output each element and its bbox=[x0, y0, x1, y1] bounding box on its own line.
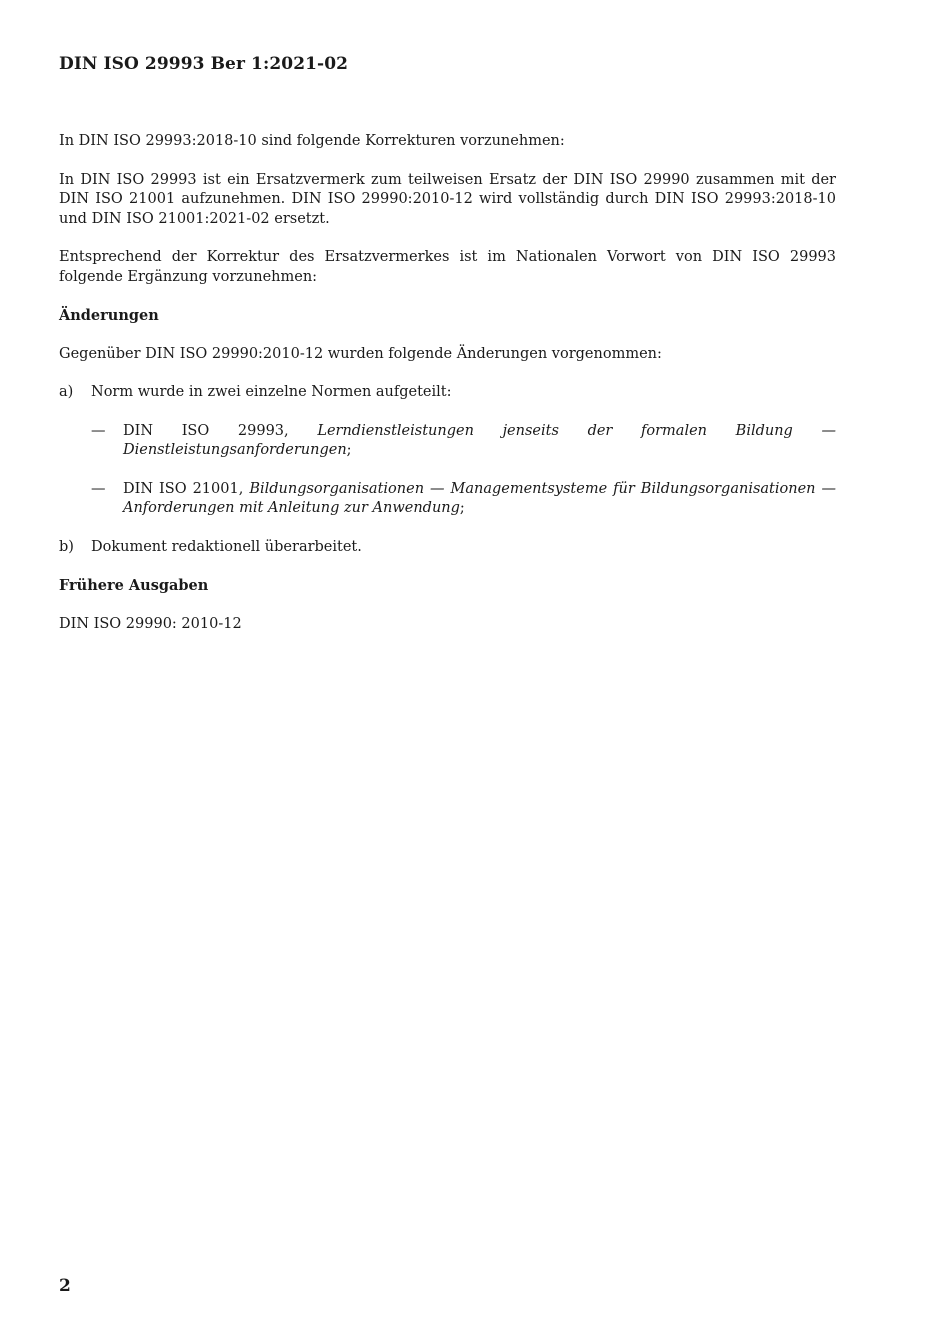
changes-heading: Änderungen bbox=[59, 307, 159, 324]
list-item-text: Dokument redaktionell überarbeitet. bbox=[91, 538, 362, 555]
item-suffix: ; bbox=[459, 500, 465, 516]
changes-intro-paragraph: Gegenüber DIN ISO 29990:2010-12 wurden folgende Änderungen vorgenommen: bbox=[59, 345, 662, 362]
intro-paragraph: In DIN ISO 29993:2018-10 sind folgende Korrekturen vorzunehmen: bbox=[59, 133, 565, 149]
list-item bbox=[59, 538, 836, 558]
page-number: 2 bbox=[59, 1276, 71, 1296]
list-marker: a) bbox=[59, 384, 74, 400]
previous-editions-text: DIN ISO 29990: 2010-12 bbox=[59, 615, 242, 632]
standard-title: Lerndienstleistungen jenseits der formalen Bildung — Dienstleistungsanforderungen bbox=[123, 422, 836, 458]
sublist-item-text bbox=[123, 422, 836, 461]
document-body bbox=[59, 132, 836, 653]
standard-reference: DIN ISO 29993, bbox=[123, 422, 318, 439]
foreword-note-paragraph: Entsprechend der Korrektur des Ersatzvermerkes ist im Nationalen Vorwort von DIN ISO 29993 folgende Ergänzung vorzunehmen: bbox=[59, 249, 836, 285]
list-marker: b) bbox=[59, 538, 74, 555]
sublist-item-text bbox=[123, 480, 836, 519]
list-item bbox=[59, 383, 836, 403]
previous-editions-heading: Frühere Ausgaben bbox=[59, 577, 209, 594]
dash-marker: — bbox=[91, 422, 106, 439]
standard-title: Bildungsorganisationen — Managementsysteme für Bildungsorganisationen — Anforderungen mit Anleitung zur Anwendung bbox=[123, 480, 836, 516]
item-suffix: ; bbox=[346, 442, 352, 458]
list-item-text: Norm wurde in zwei einzelne Normen aufgeteilt: bbox=[91, 384, 452, 400]
document-title: DIN ISO 29993 Ber 1:2021-02 bbox=[59, 54, 349, 74]
standards-sublist bbox=[91, 422, 836, 519]
sublist-item bbox=[91, 480, 836, 519]
dash-marker: — bbox=[91, 480, 106, 497]
sublist-item bbox=[91, 422, 836, 461]
standard-reference: DIN ISO 21001, bbox=[123, 480, 250, 497]
replacement-note-paragraph: In DIN ISO 29993 ist ein Ersatzvermerk zum teilweisen Ersatz der DIN ISO 29990 zusammen mit der DIN ISO 21001 aufzunehmen. DIN ISO 29990:2010-12 wird vollständig durch DIN ISO 29993:2018-10 und DIN ISO 21001:2021-02 ersetzt. bbox=[59, 171, 836, 227]
